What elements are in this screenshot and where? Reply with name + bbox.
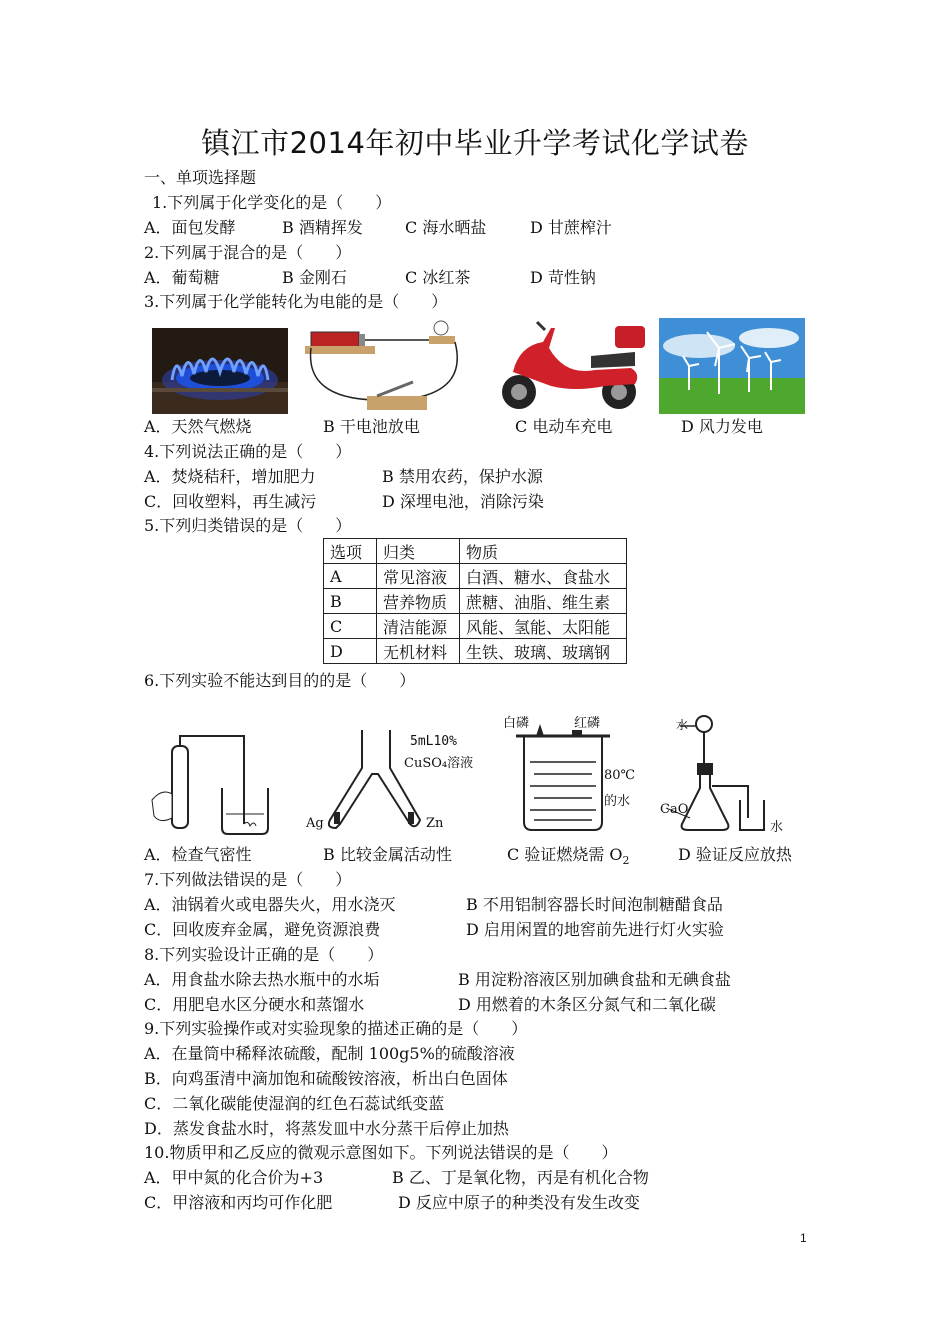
table-header-cell: 物质 (460, 539, 627, 564)
q4-option-a: A．焚烧秸秆，增加肥力 (144, 467, 316, 486)
q6-option-c (507, 845, 630, 871)
q3-option-b: B 干电池放电 (323, 417, 420, 436)
q10-stem: 10.物质甲和乙反应的微观示意图如下。下列说法错误的是（ ） (144, 1143, 618, 1162)
zn-label: Zn (426, 816, 444, 831)
q9-option-b: B．向鸡蛋清中滴加饱和硫酸铵溶液，析出白色固体 (144, 1069, 508, 1088)
table-cell: 常见溶液 (377, 564, 460, 589)
q4-option-c: C．回收塑料，再生减污 (144, 492, 317, 511)
q6-option-c-text: C 验证燃烧需 O (507, 845, 623, 864)
table-header-cell: 选项 (324, 539, 377, 564)
q2-option-d: D 苛性钠 (530, 268, 596, 287)
q9-option-c: C．二氧化碳能使湿润的红色石蕊试纸变蓝 (144, 1094, 445, 1113)
table-cell: 白酒、糖水、食盐水 (460, 564, 627, 589)
table-row (324, 564, 627, 589)
q8-option-d: D 用燃着的木条区分氮气和二氧化碳 (458, 995, 716, 1014)
table-cell: C (324, 614, 377, 639)
q10-option-b: B 乙、丁是氧化物，丙是有机化合物 (392, 1168, 649, 1187)
water-trough-label: 水 (770, 820, 784, 835)
q3-option-a: A．天然气燃烧 (144, 417, 252, 436)
q1-option-c: C 海水晒盐 (405, 218, 487, 237)
q3-option-c: C 电动车充电 (515, 417, 613, 436)
table-cell: D (324, 639, 377, 664)
cuso4-solution-label: CuSO₄溶液 (404, 756, 474, 771)
q3-stem: 3.下列属于化学能转化为电能的是（ ） (144, 292, 448, 311)
q5-stem: 5.下列归类错误的是（ ） (144, 516, 352, 535)
q9-option-d: D．蒸发食盐水时，将蒸发皿中水分蒸干后停止加热 (144, 1119, 509, 1138)
cuso4-volume-label: 5mL10% (410, 734, 457, 749)
table-header-cell: 归类 (377, 539, 460, 564)
table-cell: 风能、氢能、太阳能 (460, 614, 627, 639)
water-funnel-label: 水 (676, 718, 689, 732)
q6-option-d: D 验证反应放热 (678, 845, 792, 864)
cao-label: CaO (660, 802, 689, 817)
water-temp-label: 80℃ (604, 768, 636, 783)
red-phosphorus-label: 红磷 (574, 716, 601, 731)
classification-table (323, 538, 627, 664)
page-number: 1 (800, 1231, 807, 1245)
q10-option-c: C．甲溶液和丙均可作化肥 (144, 1193, 333, 1212)
dry-cell-circuit-image (305, 318, 467, 414)
q8-stem: 8.下列实验设计正确的是（ ） (144, 945, 384, 964)
table-cell: 生铁、玻璃、玻璃钢 (460, 639, 627, 664)
table-cell: 营养物质 (377, 589, 460, 614)
table-row (324, 614, 627, 639)
table-cell: 无机材料 (377, 639, 460, 664)
q2-option-b: B 金刚石 (282, 268, 347, 287)
q6-option-a: A．检查气密性 (144, 845, 252, 864)
hot-water-label: 的水 (604, 794, 631, 809)
table-cell: B (324, 589, 377, 614)
q4-option-d: D 深埋电池，消除污染 (382, 492, 544, 511)
q6-stem: 6.下列实验不能达到目的的是（ ） (144, 671, 416, 690)
airtightness-apparatus-figure (150, 728, 280, 836)
q7-stem: 7.下列做法错误的是（ ） (144, 870, 352, 889)
table-cell: 清洁能源 (377, 614, 460, 639)
q8-option-c: C．用肥皂水区分硬水和蒸馏水 (144, 995, 365, 1014)
q1-option-d: D 甘蔗榨汁 (530, 218, 612, 237)
wind-turbine-image (659, 318, 805, 414)
q10-option-a: A．甲中氮的化合价为+3 (144, 1168, 324, 1187)
section-heading: 一、单项选择题 (144, 168, 257, 187)
q8-option-a: A．用食盐水除去热水瓶中的水垢 (144, 970, 380, 989)
q10-option-d: D 反应中原子的种类没有发生改变 (398, 1193, 640, 1212)
q4-option-b: B 禁用农药，保护水源 (382, 467, 543, 486)
ag-label: Ag (306, 816, 324, 831)
table-header-row (324, 539, 627, 564)
q8-option-b: B 用淀粉溶液区别加碘食盐和无碘食盐 (458, 970, 731, 989)
table-cell: A (324, 564, 377, 589)
q7-option-a: A．油锅着火或电器失火，用水浇灭 (144, 895, 396, 914)
table-cell: 蔗糖、油脂、维生素 (460, 589, 627, 614)
q1-option-a: A．面包发酵 (144, 218, 236, 237)
table-row (324, 589, 627, 614)
q6-option-b: B 比较金属活动性 (323, 845, 452, 864)
q4-stem: 4.下列说法正确的是（ ） (144, 442, 352, 461)
page-title: 镇江市2014年初中毕业升学考试化学试卷 (201, 126, 749, 160)
q7-option-c: C．回收废弃金属，避免资源浪费 (144, 920, 381, 939)
white-phosphorus-label: 白磷 (503, 716, 530, 731)
q1-option-b: B 酒精挥发 (282, 218, 363, 237)
q7-option-d: D 启用闲置的地窖前先进行灯火实验 (466, 920, 724, 939)
gas-flame-image (152, 328, 288, 414)
q9-option-a: A．在量筒中稀释浓硫酸，配制 100g5%的硫酸溶液 (144, 1044, 515, 1063)
q7-option-b: B 不用铝制容器长时间泡制糖醋食品 (466, 895, 723, 914)
electric-scooter-image (495, 316, 647, 414)
q6-option-c-subscript: 2 (622, 854, 630, 868)
table-row (324, 639, 627, 664)
q1-stem: 1.下列属于化学变化的是（ ） (152, 193, 392, 212)
q9-stem: 9.下列实验操作或对实验现象的描述正确的是（ ） (144, 1019, 528, 1038)
q3-option-d: D 风力发电 (681, 417, 763, 436)
q2-stem: 2.下列属于混合的是（ ） (144, 243, 352, 262)
q2-option-c: C 冰红茶 (405, 268, 471, 287)
q2-option-a: A．葡萄糖 (144, 268, 220, 287)
